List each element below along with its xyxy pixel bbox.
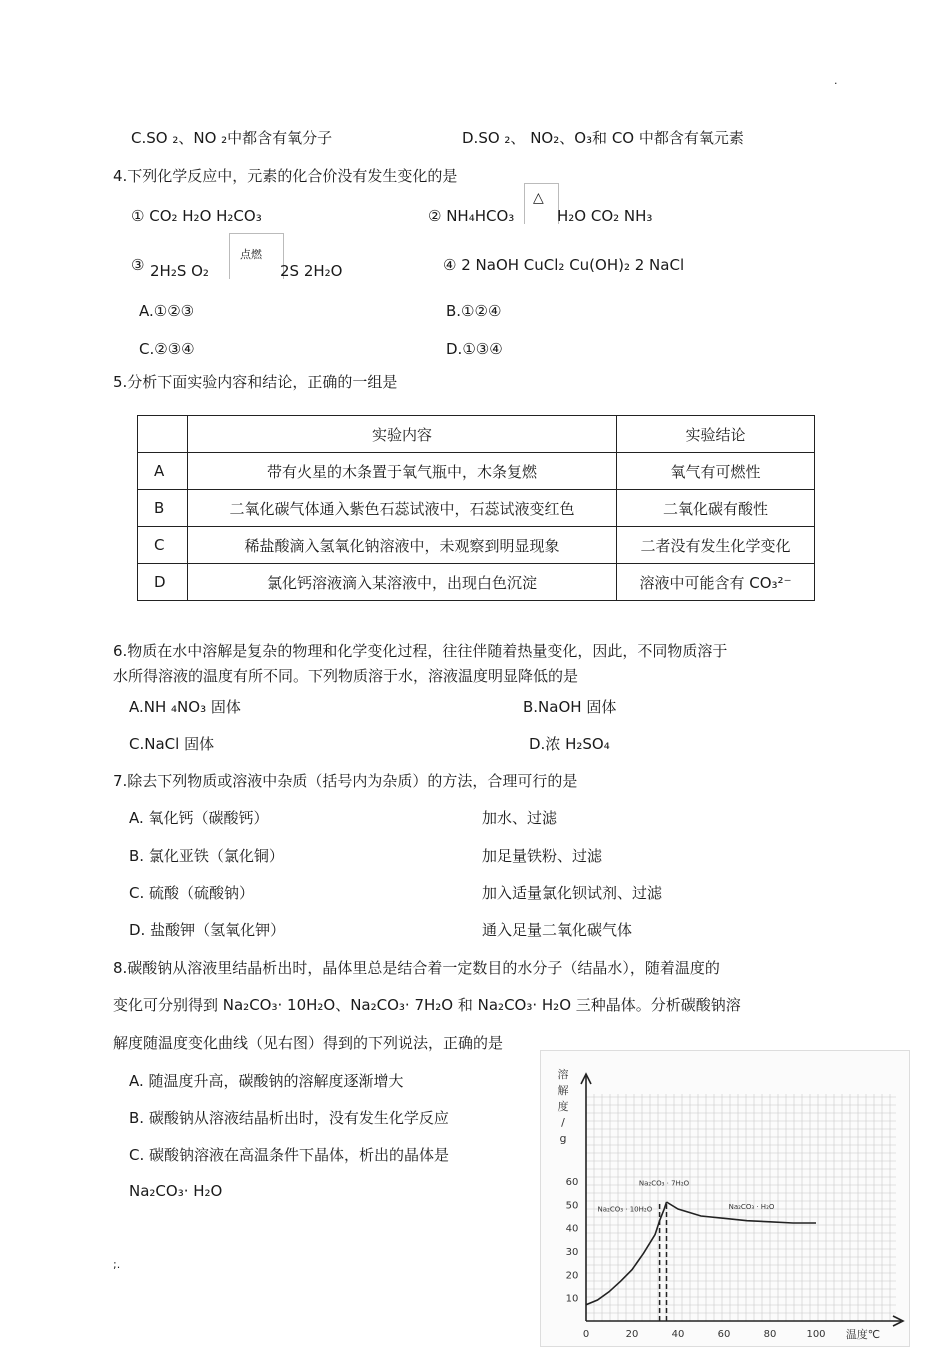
q8-option-c-line-2: Na₂CO₃· H₂O [129,1182,223,1200]
q4-reaction-2-right: H₂O CO₂ NH₃ [557,207,653,225]
series-label: Na₂CO₃ · 7H₂O [638,1179,690,1188]
row-label: C [138,527,188,564]
q4-reaction-1: ① CO₂ H₂O H₂CO₃ [131,207,262,225]
q7-method-a: 加水、过滤 [482,809,558,827]
q6-stem-line-1: 6.物质在水中溶解是复杂的物理和化学变化过程，往往伴随着热量变化，因此，不同物质溶于 [113,642,728,660]
q6-option-a: A.NH ₄NO₃ 固体 [129,698,241,716]
table-header-row [138,416,815,453]
q8-stem-line-2: 变化可分别得到 Na₂CO₃· 10H₂O、Na₂CO₃· 7H₂O 和 Na₂CO₃· H₂O 三种晶体。分析碳酸钠溶 [113,996,741,1014]
q7-item-d: D. 盐酸钾（氢氧化钾） [129,921,286,939]
table-header-cell: 实验结论 [617,416,815,453]
table-header-cell [138,416,188,453]
q6-option-c: C.NaCl 固体 [129,735,215,753]
q8-option-a: A. 随温度升高，碳酸钠的溶解度逐渐增大 [129,1072,404,1090]
x-tick-label: 0 [582,1329,590,1340]
table-row [138,564,815,601]
experiment-content: 氯化钙溶液滴入某溶液中，出现白色沉淀 [188,564,617,601]
row-label: A [138,453,188,490]
y-tick-label: 10 [565,1293,579,1305]
y-tick-label: 30 [565,1247,579,1258]
solubility-chart-svg [541,1051,909,1346]
q4-option-a: A.①②③ [139,302,195,320]
table-header-cell: 实验内容 [188,416,617,453]
experiment-conclusion: 氧气有可燃性 [617,453,815,490]
experiment-content: 带有火星的木条置于氧气瓶中，木条复燃 [188,453,617,490]
q7-method-c: 加入适量氯化钡试剂、过滤 [482,884,663,902]
x-tick-label: 80 [763,1329,777,1340]
q5-stem: 5.分析下面实验内容和结论，正确的一组是 [113,373,398,391]
experiment-conclusion: 溶液中可能含有 CO₃²⁻ [617,564,815,601]
q3-option-d: D.SO ₂、 NO₂、O₃和 CO 中都含有氧元素 [462,129,744,147]
footer-mark: ;. [113,1258,121,1271]
q4-reaction-3-left: 2H₂S O₂ [150,262,209,280]
y-axis-label: 溶 [557,1068,569,1081]
series-line [660,1202,667,1221]
experiment-conclusion: 二者没有发生化学变化 [617,527,815,564]
q4-reaction-4: ④ 2 NaOH CuCl₂ Cu(OH)₂ 2 NaCl [443,256,685,274]
table-row [138,490,815,527]
q8-stem-line-1: 8.碳酸钠从溶液里结晶析出时，晶体里总是结合着一定数目的水分子（结晶水），随着温度的 [113,959,720,977]
q3-option-c: C.SO ₂、NO ₂中都含有氧分子 [131,129,333,147]
q4-option-b: B.①②④ [446,302,502,320]
table-row [138,453,815,490]
q7-item-c: C. 硫酸（硫酸钠） [129,884,255,902]
q4-reaction-3-right: 2S 2H₂O [280,262,343,280]
row-label: B [138,490,188,527]
y-axis-label: 度 [557,1100,569,1113]
experiment-content: 稀盐酸滴入氢氧化钠溶液中，未观察到明显现象 [188,527,617,564]
y-tick-label: 20 [565,1270,579,1282]
experiment-table [137,415,815,601]
q6-option-b: B.NaOH 固体 [523,698,617,716]
y-axis-label: g [559,1132,567,1145]
q4-reaction-2-left: ② NH₄HCO₃ [428,207,515,225]
x-axis-label: 温度℃ [845,1328,881,1341]
q4-option-c: C.②③④ [139,340,195,358]
x-tick-label: 100 [806,1329,826,1340]
y-tick-label: 50 [565,1200,579,1212]
q8-stem-line-3: 解度随温度变化曲线（见右图）得到的下列说法，正确的是 [113,1034,504,1052]
series-label: Na₂CO₃ · H₂O [728,1203,775,1211]
q8-option-c-line-1: C. 碳酸钠溶液在高温条件下晶体，析出的晶体是 [129,1146,450,1164]
q7-method-b: 加足量铁粉、过滤 [482,847,603,865]
page-mark: . [834,74,838,87]
ignition-condition: 点燃 [240,248,262,261]
q4-option-d: D.①③④ [446,340,503,358]
q7-stem: 7.除去下列物质或溶液中杂质（括号内为杂质）的方法，合理可行的是 [113,772,578,790]
x-tick-label: 60 [717,1329,731,1340]
q6-option-d: D.浓 H₂SO₄ [529,735,610,753]
q7-item-b: B. 氯化亚铁（氯化铜） [129,847,284,865]
q7-item-a: A. 氧化钙（碳酸钙） [129,809,269,827]
heat-symbol: △ [533,190,544,206]
x-tick-label: 40 [671,1329,685,1340]
series-label: Na₂CO₃ · 10H₂O [597,1205,653,1214]
y-axis-label: / [561,1116,565,1129]
y-tick-label: 40 [565,1223,579,1235]
q8-option-b: B. 碳酸钠从溶液结晶析出时，没有发生化学反应 [129,1109,449,1127]
y-axis-label: 解 [557,1084,569,1097]
experiment-content: 二氧化碳气体通入紫色石蕊试液中，石蕊试液变红色 [188,490,617,527]
table-row [138,527,815,564]
q4-stem: 4.下列化学反应中，元素的化合价没有发生变化的是 [113,167,458,185]
experiment-conclusion: 二氧化碳有酸性 [617,490,815,527]
y-tick-label: 60 [565,1177,579,1188]
row-label: D [138,564,188,601]
solubility-chart [540,1050,910,1347]
q7-method-d: 通入足量二氧化碳气体 [482,921,633,939]
q6-stem-line-2: 水所得溶液的温度有所不同。下列物质溶于水，溶液温度明显降低的是 [113,667,579,685]
x-tick-label: 20 [625,1329,639,1340]
q4-reaction-3-number: ③ [131,256,145,274]
